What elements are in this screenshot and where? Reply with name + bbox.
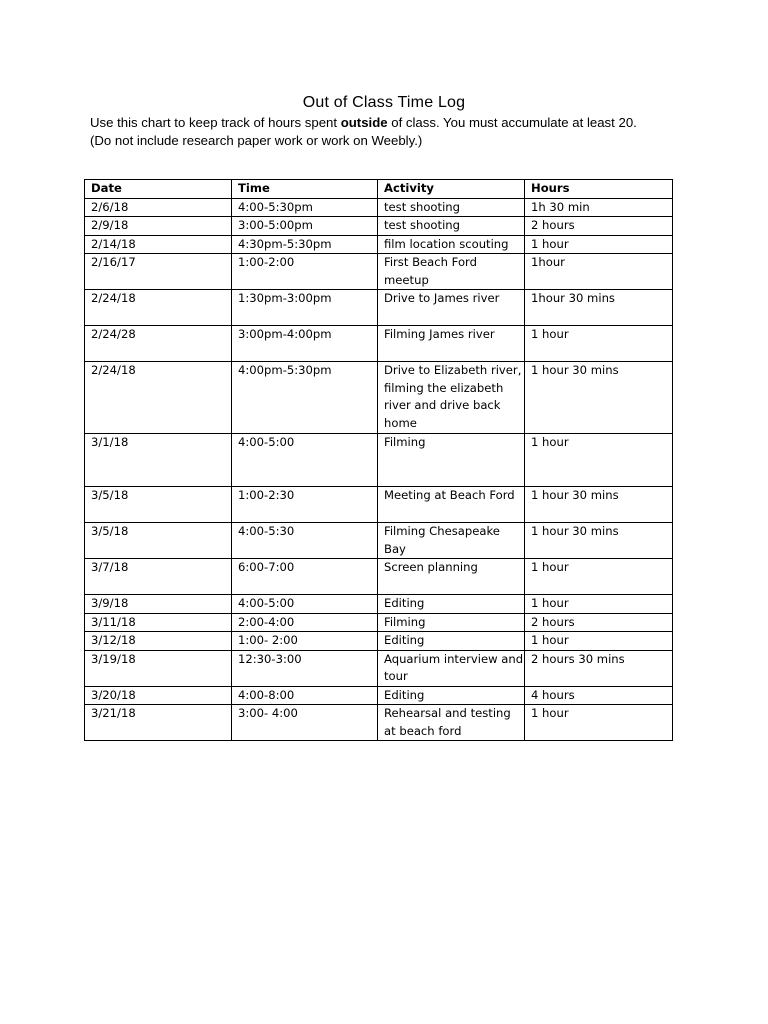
instructions-text-2: of class. You must accumulate at least 20. xyxy=(387,115,637,130)
cell-date: 3/21/18 xyxy=(85,705,232,741)
cell-date: 2/14/18 xyxy=(85,235,232,254)
cell-activity: film location scouting xyxy=(378,235,525,254)
table-row xyxy=(85,595,673,614)
cell-activity: Screen planning xyxy=(378,559,525,595)
cell-activity: Filming xyxy=(378,434,525,487)
cell-hours: 1h 30 min xyxy=(525,198,673,217)
cell-activity: Editing xyxy=(378,595,525,614)
table-row xyxy=(85,235,673,254)
table-row xyxy=(85,254,673,290)
cell-hours: 2 hours xyxy=(525,613,673,632)
cell-hours: 1 hour 30 mins xyxy=(525,523,673,559)
time-log-table xyxy=(84,179,673,741)
cell-hours: 4 hours xyxy=(525,686,673,705)
document-title: Out of Class Time Log xyxy=(302,94,466,111)
table-row xyxy=(85,487,673,523)
cell-date: 3/5/18 xyxy=(85,487,232,523)
table-row xyxy=(85,650,673,686)
cell-hours: 1 hour xyxy=(525,434,673,487)
cell-activity: Filming xyxy=(378,613,525,632)
table-row xyxy=(85,290,673,326)
cell-date: 3/11/18 xyxy=(85,613,232,632)
cell-activity: Filming James river xyxy=(378,326,525,362)
cell-time: 4:00-8:00 xyxy=(232,686,378,705)
cell-date: 3/19/18 xyxy=(85,650,232,686)
cell-date: 3/5/18 xyxy=(85,523,232,559)
cell-time: 4:30pm-5:30pm xyxy=(232,235,378,254)
table-row xyxy=(85,326,673,362)
cell-time: 4:00pm-5:30pm xyxy=(232,362,378,434)
cell-activity: Aquarium interview and tour xyxy=(378,650,525,686)
instructions-emphasis: outside xyxy=(340,115,388,130)
table-row xyxy=(85,632,673,651)
cell-activity: Editing xyxy=(378,686,525,705)
cell-time: 4:00-5:30 xyxy=(232,523,378,559)
header-time: Time xyxy=(232,180,378,199)
cell-hours: 1 hour xyxy=(525,705,673,741)
cell-date: 2/24/18 xyxy=(85,290,232,326)
table-header-row xyxy=(85,180,673,199)
cell-date: 3/20/18 xyxy=(85,686,232,705)
cell-date: 3/1/18 xyxy=(85,434,232,487)
cell-time: 3:00- 4:00 xyxy=(232,705,378,741)
table-row xyxy=(85,198,673,217)
cell-activity: Drive to Elizabeth river, filming the elizabeth river and drive back home xyxy=(378,362,525,434)
cell-activity: Rehearsal and testing at beach ford xyxy=(378,705,525,741)
cell-time: 2:00-4:00 xyxy=(232,613,378,632)
cell-hours: 1 hour 30 mins xyxy=(525,362,673,434)
table-row xyxy=(85,686,673,705)
table-body xyxy=(85,198,673,741)
instructions-line-2: (Do not include research paper work or work on Weebly.) xyxy=(90,133,423,148)
header-hours: Hours xyxy=(525,180,673,199)
cell-hours: 1hour 30 mins xyxy=(525,290,673,326)
cell-time: 4:00-5:30pm xyxy=(232,198,378,217)
cell-hours: 1 hour 30 mins xyxy=(525,487,673,523)
cell-hours: 1 hour xyxy=(525,559,673,595)
table-row xyxy=(85,705,673,741)
cell-activity: Drive to James river xyxy=(378,290,525,326)
cell-activity: Meeting at Beach Ford xyxy=(378,487,525,523)
cell-date: 3/9/18 xyxy=(85,595,232,614)
cell-time: 1:30pm-3:00pm xyxy=(232,290,378,326)
cell-date: 2/9/18 xyxy=(85,217,232,236)
cell-date: 2/24/18 xyxy=(85,362,232,434)
instructions xyxy=(90,114,730,150)
instructions-line-1 xyxy=(90,114,730,132)
table-row xyxy=(85,523,673,559)
cell-hours: 1 hour xyxy=(525,235,673,254)
table-row xyxy=(85,362,673,434)
instructions-text-1: Use this chart to keep track of hours spent xyxy=(90,115,341,130)
cell-hours: 1 hour xyxy=(525,595,673,614)
cell-time: 4:00-5:00 xyxy=(232,595,378,614)
cell-hours: 1hour xyxy=(525,254,673,290)
table-row xyxy=(85,217,673,236)
header-date: Date xyxy=(85,180,232,199)
cell-time: 12:30-3:00 xyxy=(232,650,378,686)
table-row xyxy=(85,613,673,632)
cell-time: 4:00-5:00 xyxy=(232,434,378,487)
cell-date: 3/12/18 xyxy=(85,632,232,651)
cell-date: 2/6/18 xyxy=(85,198,232,217)
cell-time: 6:00-7:00 xyxy=(232,559,378,595)
cell-time: 3:00pm-4:00pm xyxy=(232,326,378,362)
cell-activity: Editing xyxy=(378,632,525,651)
cell-hours: 1 hour xyxy=(525,632,673,651)
cell-hours: 2 hours 30 mins xyxy=(525,650,673,686)
table-row xyxy=(85,434,673,487)
cell-date: 2/16/17 xyxy=(85,254,232,290)
cell-activity: First Beach Ford meetup xyxy=(378,254,525,290)
cell-activity: test shooting xyxy=(378,217,525,236)
cell-time: 3:00-5:00pm xyxy=(232,217,378,236)
cell-time: 1:00-2:30 xyxy=(232,487,378,523)
cell-hours: 2 hours xyxy=(525,217,673,236)
table-row xyxy=(85,559,673,595)
cell-hours: 1 hour xyxy=(525,326,673,362)
cell-activity: Filming Chesapeake Bay xyxy=(378,523,525,559)
cell-time: 1:00-2:00 xyxy=(232,254,378,290)
cell-activity: test shooting xyxy=(378,198,525,217)
cell-date: 2/24/28 xyxy=(85,326,232,362)
header-activity: Activity xyxy=(378,180,525,199)
cell-time: 1:00- 2:00 xyxy=(232,632,378,651)
cell-date: 3/7/18 xyxy=(85,559,232,595)
